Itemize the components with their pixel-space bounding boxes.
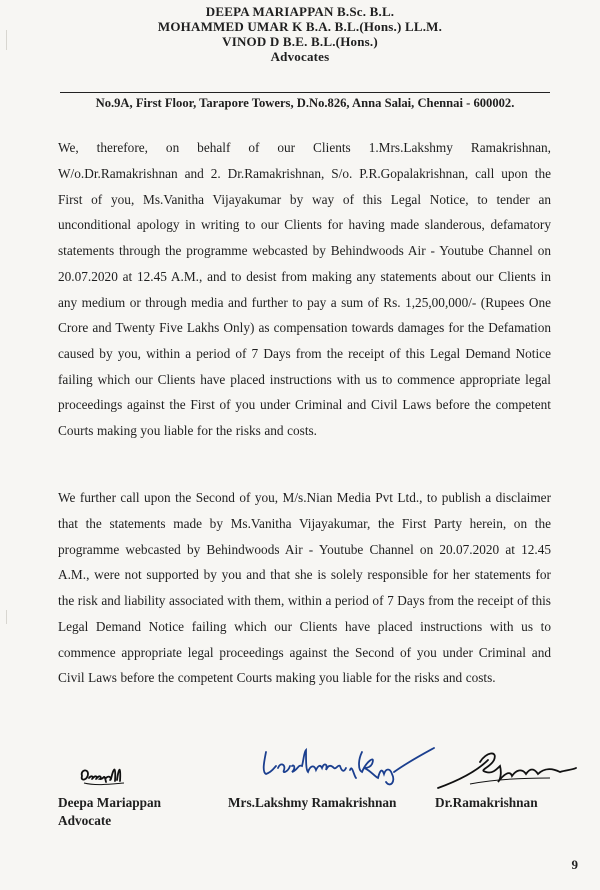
signature-lakshmy-ramakrishnan-icon — [258, 742, 440, 788]
notice-paragraph-disclaimer: We further call upon the Second of you, M/s.Nian Media Pvt Ltd., to publish a disclaimer that the statements made by Ms.Vanitha Vijayakumar, the First Party herein, on the programme webcasted by Behindwoods Air - Youtube Channel on 20.07.2020 at 12.45 A.M., were not supported by you and that she is solely responsible for her statements for the risk and liability associated with them, within a period of 7 Days from the receipt of this Legal Demand Notice failing which our Clients have placed instructions with us to commence appropriate legal proceedings against the Second of you under Criminal and Civil Laws before the competent Courts making you liable for the risks and costs. — [58, 490, 551, 686]
signature-deepa-mariappan-icon — [76, 762, 146, 788]
advocate-signatory-title: Advocate — [58, 813, 112, 828]
letterhead-advocate-2: MOHAMMED UMAR K B.A. B.L.(Hons.) LL.M. — [157, 19, 443, 34]
client-signatory-1: Mrs.Lakshmy Ramakrishnan — [228, 795, 397, 810]
page-number: 9 — [571, 857, 578, 872]
letterhead-advocate-3: VINOD D B.E. B.L.(Hons.) — [222, 34, 378, 49]
letterhead-advocate-1: DEEPA MARIAPPAN B.Sc. B.L. — [205, 4, 395, 19]
letterhead-title: Advocates — [270, 49, 330, 64]
scan-edge-mark — [6, 610, 7, 624]
advocate-signatory-name: Deepa Mariappan — [58, 795, 162, 810]
letterhead — [0, 0, 600, 64]
client-signatory-2: Dr.Ramakrishnan — [435, 795, 538, 810]
office-address: No.9A, First Floor, Tarapore Towers, D.No.826, Anna Salai, Chennai - 600002. — [60, 92, 550, 111]
notice-paragraph-demand: We, therefore, on behalf of our Clients 1.Mrs.Lakshmy Ramakrishnan, W/o.Dr.Ramakrishnan and 2. Dr.Ramakrishnan, S/o. P.R.Gopalakrishnan, call upon the First of you, Ms.Vanitha Vijayakumar by way of this Legal Notice, to tender an unconditional apology in writing to our Clients for having made slanderous, defamatory statements through the programme webcasted by Behindwoods Air - Youtube Channel on 20.07.2020 at 12.45 A.M., and to desist from making any statements about our Clients in any medium or through media and further to pay a sum of Rs. 1,25,00,000/- (Rupees One Crore and Twenty Five Lakhs Only) as compensation towards damages for the Defamation caused by you, within a period of 7 Days from the receipt of this Legal Demand Notice failing which our Clients have placed instructions with us to commence appropriate legal proceedings against the First of you under Criminal and Civil Laws before the competent Courts making you liable for the risks and costs. — [58, 140, 551, 439]
signature-dr-ramakrishnan-icon — [430, 740, 580, 796]
